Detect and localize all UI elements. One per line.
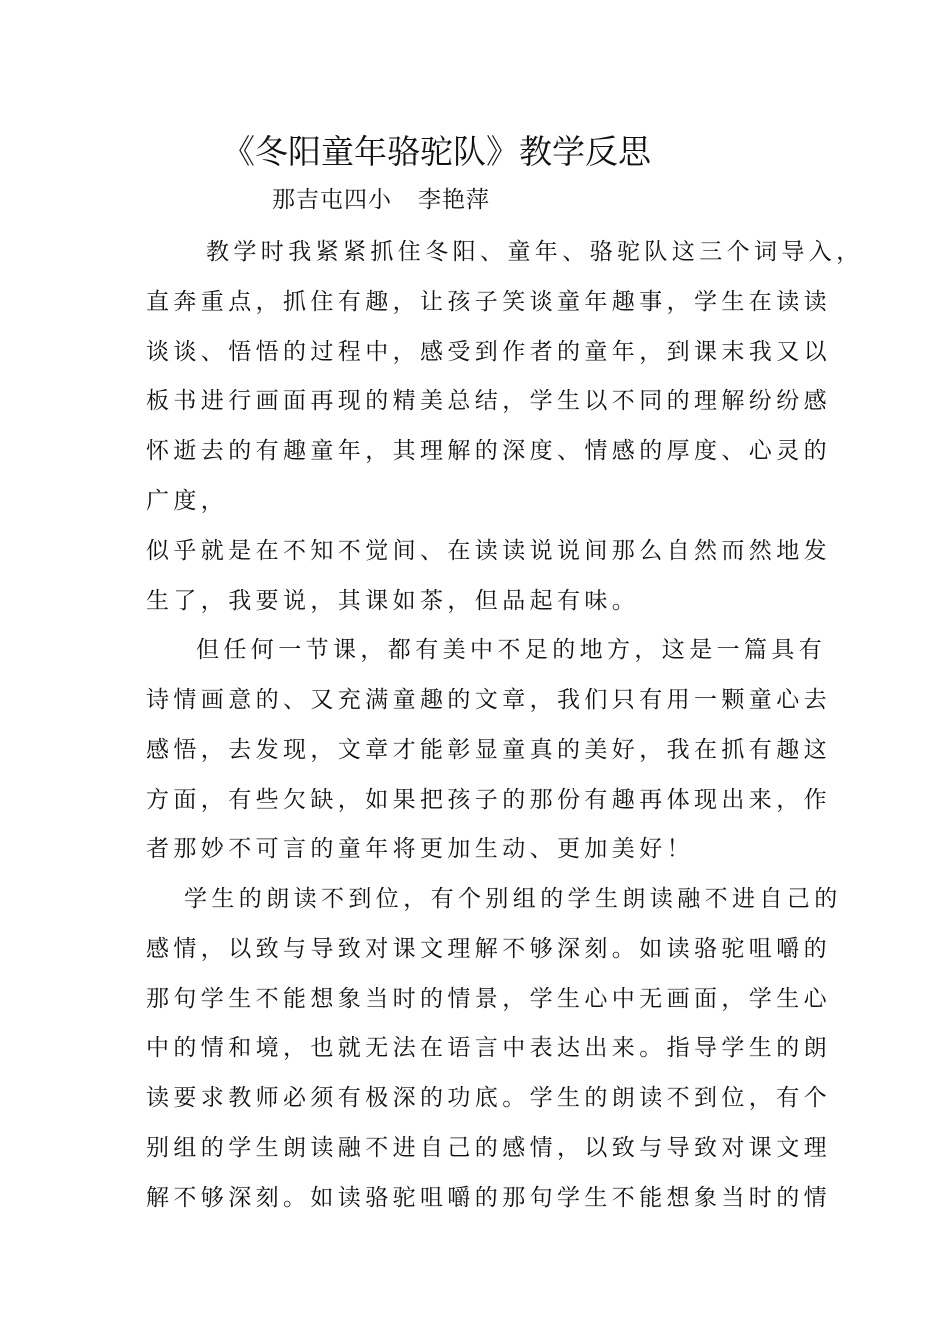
text-line: 学生的朗读不到位，有个别组的学生朗读融不进自己的 [184,886,842,912]
text-line: 别组的学生朗读融不进自己的感情，以致与导致对课文理 [146,1135,831,1161]
text-line: 直奔重点，抓住有趣，让孩子笑谈童年趣事，学生在读读 [146,289,831,315]
author-school: 那吉屯四小 [272,187,392,213]
text-line: 者那妙不可言的童年将更加生动、更加美好！ [146,836,694,862]
text-line: 方面，有些欠缺，如果把孩子的那份有趣再体现出来，作 [146,787,831,813]
text-line: 板书进行画面再现的精美总结，学生以不同的理解纷纷感 [146,388,831,414]
text-line: 生了，我要说，其课如茶，但品起有味。 [146,588,640,614]
text-line: 解不够深刻。如读骆驼咀嚼的那句学生不能想象当时的情 [146,1185,831,1211]
author-name: 李艳萍 [418,187,490,213]
text-line: 感悟，去发现，文章才能彰显童真的美好，我在抓有趣这 [146,737,831,763]
text-line: 中的情和境，也就无法在语言中表达出来。指导学生的朗 [146,1035,831,1061]
text-line: 教学时我紧紧抓住冬阳、童年、骆驼队这三个词导入， [206,239,864,265]
text-line: 似乎就是在不知不觉间、在读读说说间那么自然而然地发 [146,538,831,564]
text-line: 那句学生不能想象当时的情景，学生心中无画面，学生心 [146,986,831,1012]
text-line: 诗情画意的、又充满童趣的文章，我们只有用一颗童心去 [146,687,831,713]
text-line: 读要求教师必须有极深的功底。学生的朗读不到位，有个 [146,1085,831,1111]
author-line [272,180,490,220]
document-title: 《冬阳童年骆驼队》教学反思 [222,132,651,171]
text-line: 怀逝去的有趣童年，其理解的深度、情感的厚度、心灵的 [146,438,831,464]
text-line: 感情，以致与导致对课文理解不够深刻。如读骆驼咀嚼的 [146,936,831,962]
text-line: 广度， [146,488,229,514]
text-line: 谈谈、悟悟的过程中，感受到作者的童年，到课末我又以 [146,339,831,365]
text-line: 但任何一节课，都有美中不足的地方，这是一篇具有 [196,637,827,663]
